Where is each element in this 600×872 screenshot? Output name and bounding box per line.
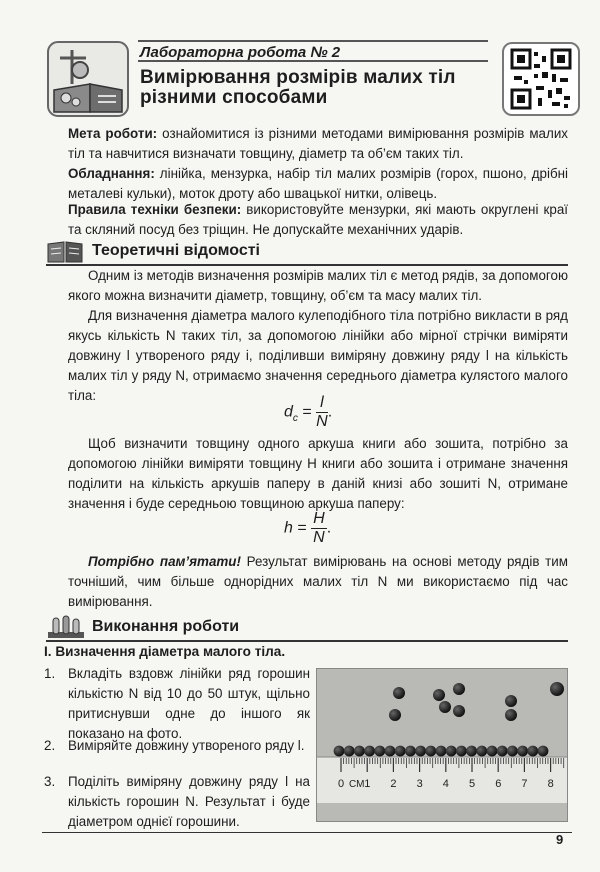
lab-number: Лабораторна робота № 2 xyxy=(138,40,488,62)
footer-rule xyxy=(42,832,572,833)
safety-paragraph: Правила техніки безпеки: використовуйте мензурки, які мають округлені краї та скляний посуд без тріщин. Не допускайте механічних ударів. xyxy=(68,202,569,237)
pea xyxy=(527,746,538,757)
pea xyxy=(354,746,365,757)
lab-header xyxy=(46,40,580,120)
ruler-label: 7 xyxy=(521,778,528,790)
pea xyxy=(405,746,416,757)
pea xyxy=(415,746,426,757)
qr-pattern-icon xyxy=(504,44,578,114)
ruler-label: 2 xyxy=(390,778,397,790)
peas-ruler-illustration xyxy=(317,669,568,822)
ruler-unit: СМ xyxy=(349,779,365,790)
theory-section-heading xyxy=(46,238,568,266)
pea xyxy=(446,746,457,757)
pea xyxy=(364,746,375,757)
heading-underline xyxy=(46,640,568,642)
pea xyxy=(466,746,477,757)
pea xyxy=(374,746,385,757)
goal-paragraph: Мета роботи: ознайомитися із різними методами вимірювання розмірів малих тіл та навчитися визначати товщину, діаметр та об’єм таких тіл. xyxy=(68,126,568,161)
diameter-formula: $d_c$ = $\frac{l}{N}$ . xyxy=(284,394,333,430)
ruler-label: 0 xyxy=(338,778,345,790)
ruler-label: 1 xyxy=(364,778,371,790)
list-item: 1. Вкладіть вздовж лінійки ряд горошин кількістю N від 10 до 50 штук, щільно притиснувши одне до іншого як показано на фото. xyxy=(44,666,310,741)
ruler-label: 5 xyxy=(469,778,476,790)
equipment-paragraph: Обладнання: лінійка, мензурка, набір тіл малих розмірів (горох, пшоно, дрібні металеві кульки), моток дроту або швацької нитки, олівець. xyxy=(68,166,568,201)
pea xyxy=(487,746,498,757)
procedure-heading-text: Виконання роботи xyxy=(92,618,240,635)
theory-heading-text: Теоретичні відомості xyxy=(92,242,260,259)
peas-ruler-photo xyxy=(316,668,568,822)
procedure-subheading: І. Визначення діаметра малого тіла. xyxy=(44,644,286,659)
ruler-label: 4 xyxy=(442,778,449,790)
pea xyxy=(507,746,518,757)
ruler-label: 8 xyxy=(547,778,554,790)
qr-code[interactable] xyxy=(502,42,580,116)
pea xyxy=(538,746,549,757)
remember-paragraph: Потрібно пам’ятати! Результат вимірювань на основі методу рядів тим точніший, чим більше однорідних малих тіл N ми використаємо під час вимірювання. xyxy=(68,554,568,609)
ruler-label: 3 xyxy=(416,778,423,790)
pea xyxy=(497,746,508,757)
theory-paragraph-2: Для визначення діаметра малого кулеподібного тіла потрібно викласти в ряд якусь кількість N таких тіл, за допомогою лінійки або мірної стрічки виміряти довжину l утвореного ряду і, поділивши виміряну довжину ряду l на кількість малих тіл у ряду N, отримаємо значення середнього діаметра кулястого малого тіла: xyxy=(68,308,568,403)
book-icon xyxy=(46,240,84,264)
pea xyxy=(395,746,406,757)
page-number: 9 xyxy=(556,832,564,847)
pea xyxy=(344,746,355,757)
ruler-label: 6 xyxy=(495,778,502,790)
procedure-section-heading xyxy=(46,614,568,642)
theory-paragraph-3: Щоб визначити товщину одного аркуша книги або зошита, потрібно за допомогою лінійки виміряти товщину H книги або зошита і отримане значення поділити на кількість аркушів паперу в даній книзі або зошиті N, отримане значення і буде середньою товщиною аркуша паперу: xyxy=(68,436,568,511)
pea xyxy=(436,746,447,757)
pea xyxy=(334,746,345,757)
pea xyxy=(517,746,528,757)
pea xyxy=(456,746,467,757)
list-item: 3. Поділіть виміряну довжину ряду l на кількість горошин N. Результат і буде діаметром однієї горошини. xyxy=(44,774,310,829)
pea xyxy=(385,746,396,757)
lab-equipment-icon xyxy=(46,40,130,118)
thickness-formula: h = $\frac{H}{N}$ . xyxy=(284,510,332,546)
theory-paragraph-1: Одним із методів визначення розмірів малих тіл є метод рядів, за допомогою якого можна визначити діаметр, товщину, об’єм та масу малих тіл. xyxy=(68,268,568,303)
pea xyxy=(425,746,436,757)
test-tubes-icon xyxy=(46,614,86,640)
page-title: Вимірювання розмірів малих тіл різними способами xyxy=(140,67,456,108)
pea xyxy=(476,746,487,757)
list-item: 2. Виміряйте довжину утвореного ряду l. xyxy=(44,738,305,753)
